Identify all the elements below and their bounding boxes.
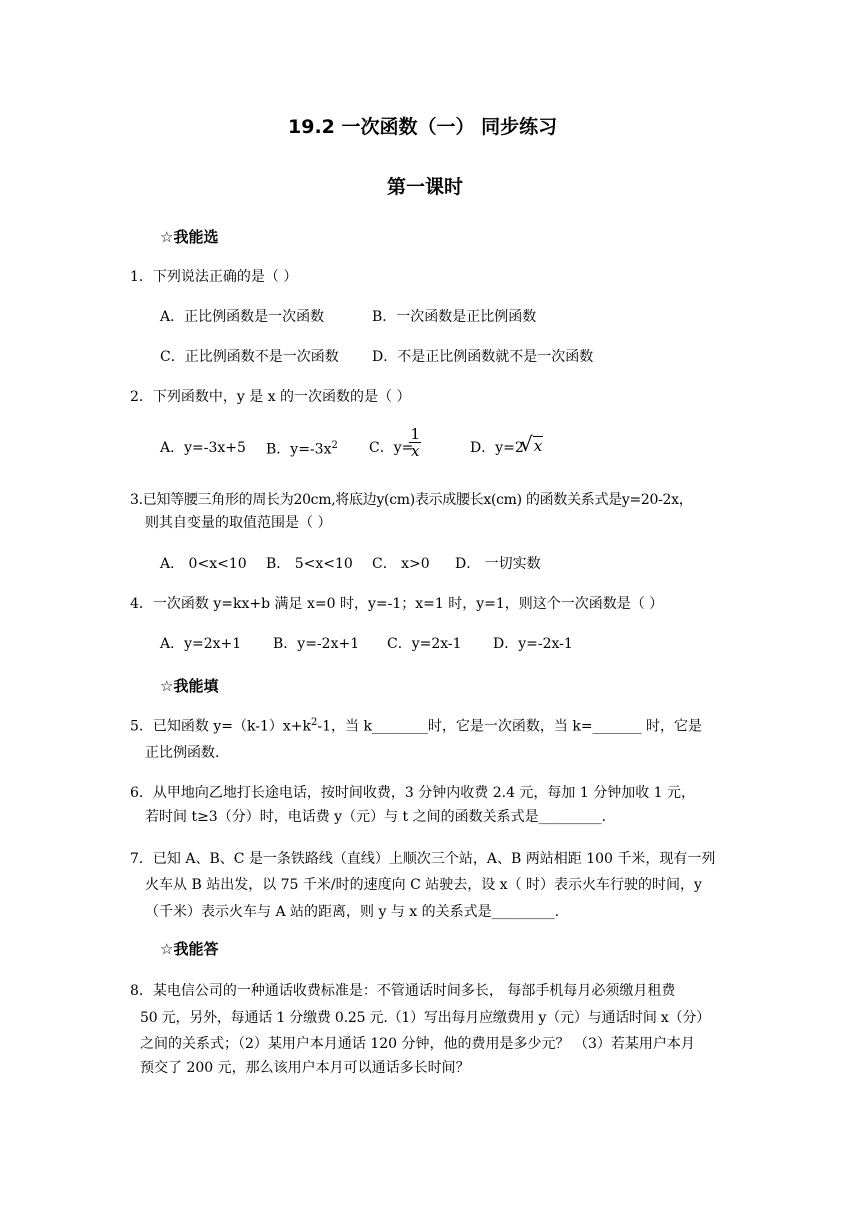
radical-sign-icon: √ (520, 432, 533, 456)
radicand: x (533, 437, 543, 455)
q5-line1-pre: 5．已知函数 y=（k-1）x+k (130, 718, 311, 735)
q7-line1: 7．已知 A、B、C 是一条铁路线（直线）上顺次三个站，A、B 两站相距 100 千米，现有一列 (130, 851, 716, 867)
page-title: 19.2 一次函数（一） 同步练习 (288, 116, 558, 138)
q3-stem-line1: 3.已知等腰三角形的周长为20cm,将底边y(cm)表示成腰长x(cm) 的函数关系式是y=20-2x， (130, 492, 693, 508)
q2-option-a: A．y=-3x+5 (160, 440, 246, 456)
q2-option-c-fraction (409, 427, 421, 459)
q2-option-b (266, 441, 338, 457)
section-answer-heading: ☆我能答 (160, 940, 219, 958)
q4-option-c: C．y=2x-1 (387, 636, 462, 652)
q2-option-b-base: B．y=-3x (266, 441, 332, 458)
q4-option-d: D．y=-2x-1 (493, 636, 573, 652)
q5-line1 (130, 718, 702, 734)
q5-line2: 正比例函数. (145, 745, 220, 761)
q4-option-b: B．y=-2x+1 (273, 636, 360, 652)
q3-option-b: B． 5<x<10 (266, 556, 353, 572)
q1-option-d: D．不是正比例函数就不是一次函数 (372, 349, 594, 365)
q8-line2: 50 元，另外，每通话 1 分缴费 0.25 元.（1）写出每月应缴费用 y（元）与通话时间 x（分） (140, 1010, 711, 1026)
q8-line3: 之间的关系式；（2）某用户本月通话 120 分钟，他的费用是多少元？ （3）若某用户本月 (140, 1036, 695, 1052)
q5-line1-post: -1，当 k________时，它是一次函数，当 k=_______ 时，它是 (317, 718, 703, 735)
q2-option-d-prefix: D．y=2 (470, 440, 524, 456)
section-choose-heading: ☆我能选 (160, 228, 219, 246)
q2-option-c-prefix: C．y= (369, 440, 414, 456)
q8-line1: 8．某电信公司的一种通话收费标准是：不管通话时间多长， 每部手机每月必须缴月租费 (130, 983, 676, 999)
q3-option-a: A． 0<x<10 (160, 556, 247, 572)
q2-option-d-radical (520, 434, 543, 454)
q7-line2: 火车从 B 站出发，以 75 千米/时的速度向 C 站驶去，设 x（ 时）表示火车行驶的时间，y (145, 877, 702, 893)
fraction-numerator: 1 (410, 425, 420, 443)
q3-option-d: D． 一切实数 (455, 556, 541, 572)
q2-option-b-exponent: 2 (331, 440, 338, 451)
q1-option-b: B．一次函数是正比例函数 (372, 309, 537, 325)
q6-line2: 若时间 t≥3（分）时，电话费 y（元）与 t 之间的函数关系式是_________. (145, 809, 607, 825)
q4-stem: 4．一次函数 y=kx+b 满足 x=0 时，y=-1；x=1 时，y=1，则这个一次函数是（ ） (130, 596, 664, 612)
q1-option-c: C．正比例函数不是一次函数 (160, 349, 339, 365)
q1-stem: 1．下列说法正确的是（ ） (130, 269, 298, 285)
lesson-subtitle: 第一课时 (387, 176, 464, 198)
section-fill-heading: ☆我能填 (160, 677, 219, 695)
q1-option-a: A．正比例函数是一次函数 (160, 309, 325, 325)
q6-line1: 6．从甲地向乙地打长途电话，按时间收费，3 分钟内收费 2.4 元，每加 1 分钟加收 1 元， (130, 785, 696, 801)
q8-line4: 预交了 200 元，那么该用户本月可以通话多长时间？ (140, 1060, 470, 1076)
q3-option-c: C． x>0 (372, 556, 430, 572)
q7-line3: （千米）表示火车与 A 站的距离，则 y 与 x 的关系式是_________. (145, 904, 560, 920)
q2-stem: 2．下列函数中，y 是 x 的一次函数的是（ ） (130, 389, 411, 405)
fraction-denominator: x (411, 442, 420, 460)
q5-line1-exponent: 2 (310, 717, 318, 728)
q3-stem-line2: 则其自变量的取值范围是（ ） (145, 515, 332, 531)
q4-option-a: A．y=2x+1 (160, 636, 242, 652)
